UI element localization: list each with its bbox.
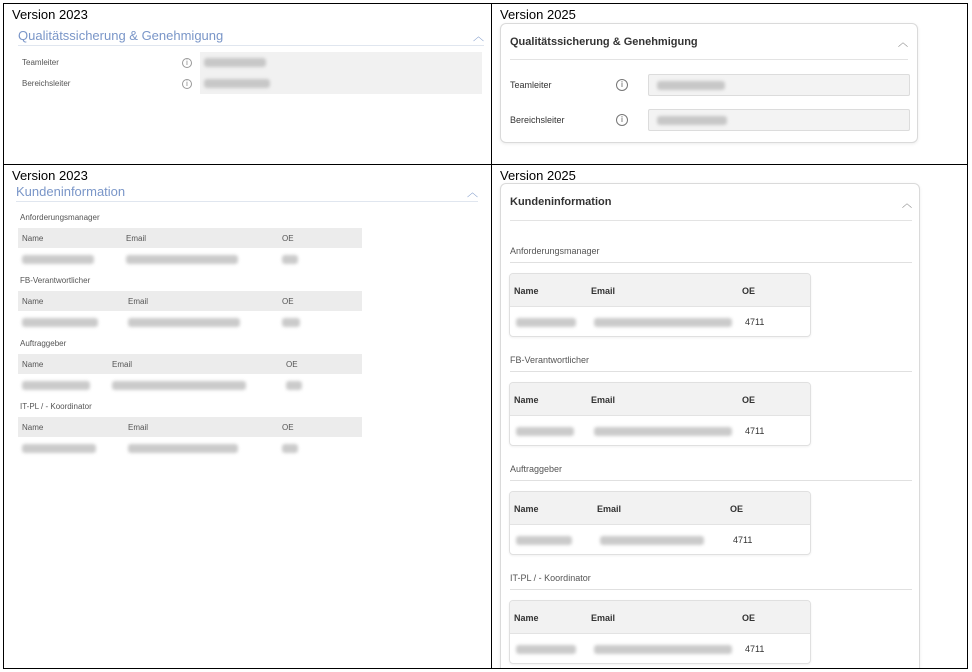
section-title: Kundeninformation xyxy=(16,184,126,199)
teamleiter-value xyxy=(200,52,482,73)
chevron-up-icon[interactable]: ︿ xyxy=(473,29,484,43)
version-label: Version 2025 xyxy=(500,7,576,22)
table-header xyxy=(18,291,362,311)
contact-table xyxy=(509,600,811,664)
col-email: Email xyxy=(591,613,616,623)
col-name: Name xyxy=(22,234,44,243)
oe-value: 4711 xyxy=(745,644,765,654)
table-row xyxy=(510,307,810,337)
group-label: Auftraggeber xyxy=(20,339,67,348)
field-teamleiter xyxy=(22,52,482,73)
col-email: Email xyxy=(591,395,616,405)
col-name: Name xyxy=(22,297,44,306)
oe-value: 4711 xyxy=(733,535,753,545)
quality-section-header[interactable] xyxy=(510,24,908,60)
group-label: Anforderungsmanager xyxy=(510,246,912,263)
table-row xyxy=(18,438,362,458)
bereichsleiter-value xyxy=(200,73,482,94)
col-name: Name xyxy=(514,613,539,623)
field-label: Teamleiter xyxy=(510,80,552,90)
chevron-up-icon[interactable]: ︿ xyxy=(467,185,478,199)
table-row xyxy=(510,525,810,555)
group-label: Auftraggeber xyxy=(510,464,912,481)
col-email: Email xyxy=(112,360,133,369)
table-row xyxy=(18,375,362,395)
field-bereichsleiter xyxy=(22,73,482,94)
table-header xyxy=(510,601,810,634)
customer-section-header[interactable] xyxy=(510,184,912,221)
version-label: Version 2023 xyxy=(12,168,88,183)
col-email: Email xyxy=(597,504,622,514)
panel-2025-customer xyxy=(491,164,968,669)
contact-table xyxy=(509,273,811,337)
customer-section-header[interactable] xyxy=(16,182,478,202)
col-oe: OE xyxy=(742,613,756,623)
field-label: Teamleiter xyxy=(22,58,59,67)
version-label: Version 2023 xyxy=(12,7,88,22)
col-email: Email xyxy=(591,286,616,296)
col-oe: OE xyxy=(282,297,294,306)
panel-2023-quality xyxy=(3,3,492,165)
group-label: IT-PL / - Koordinator xyxy=(20,402,92,411)
chevron-up-icon[interactable]: ︿ xyxy=(898,38,908,49)
col-oe: OE xyxy=(742,395,756,405)
field-bereichsleiter xyxy=(510,109,910,131)
group-label: FB-Verantwortlicher xyxy=(20,276,91,285)
col-oe: OE xyxy=(742,286,756,296)
chevron-up-icon[interactable]: ︿ xyxy=(902,198,912,210)
contact-table xyxy=(509,382,811,446)
info-icon[interactable]: i xyxy=(182,79,192,89)
col-name: Name xyxy=(22,423,44,432)
section-title: Kundeninformation xyxy=(510,196,612,208)
col-name: Name xyxy=(514,286,539,296)
info-icon[interactable]: i xyxy=(616,114,628,126)
table-header xyxy=(510,492,810,525)
table-header xyxy=(18,354,362,374)
col-email: Email xyxy=(128,297,149,306)
table-header xyxy=(18,417,362,437)
col-oe: OE xyxy=(730,504,744,514)
col-oe: OE xyxy=(282,234,294,243)
table-header xyxy=(510,383,810,416)
col-oe: OE xyxy=(286,360,298,369)
info-icon[interactable]: i xyxy=(182,58,192,68)
group-label: Anforderungsmanager xyxy=(20,213,100,222)
section-title: Qualitätssicherung & Genehmigung xyxy=(510,35,698,48)
contact-table xyxy=(509,491,811,555)
table-row xyxy=(510,416,810,446)
col-name: Name xyxy=(514,504,539,514)
quality-section-header[interactable] xyxy=(18,26,484,46)
group-label: IT-PL / - Koordinator xyxy=(510,573,912,590)
section-title: Qualitätssicherung & Genehmigung xyxy=(18,28,224,43)
oe-value: 4711 xyxy=(745,317,765,327)
table-header xyxy=(18,228,362,248)
col-name: Name xyxy=(514,395,539,405)
version-label: Version 2025 xyxy=(500,168,576,183)
field-label: Bereichsleiter xyxy=(510,115,565,125)
table-header xyxy=(510,274,810,307)
field-teamleiter xyxy=(510,74,910,96)
col-name: Name xyxy=(22,360,44,369)
col-email: Email xyxy=(126,234,147,243)
bereichsleiter-value xyxy=(648,109,910,131)
col-email: Email xyxy=(128,423,149,432)
group-label: FB-Verantwortlicher xyxy=(510,355,912,372)
field-label: Bereichsleiter xyxy=(22,79,71,88)
table-row xyxy=(18,312,362,332)
info-icon[interactable]: i xyxy=(616,79,628,91)
teamleiter-value xyxy=(648,74,910,96)
table-row xyxy=(510,634,810,664)
panel-2023-customer xyxy=(3,164,492,669)
panel-2025-quality xyxy=(491,3,968,165)
table-row xyxy=(18,249,362,269)
oe-value: 4711 xyxy=(745,426,765,436)
col-oe: OE xyxy=(282,423,294,432)
quality-card xyxy=(500,23,918,143)
